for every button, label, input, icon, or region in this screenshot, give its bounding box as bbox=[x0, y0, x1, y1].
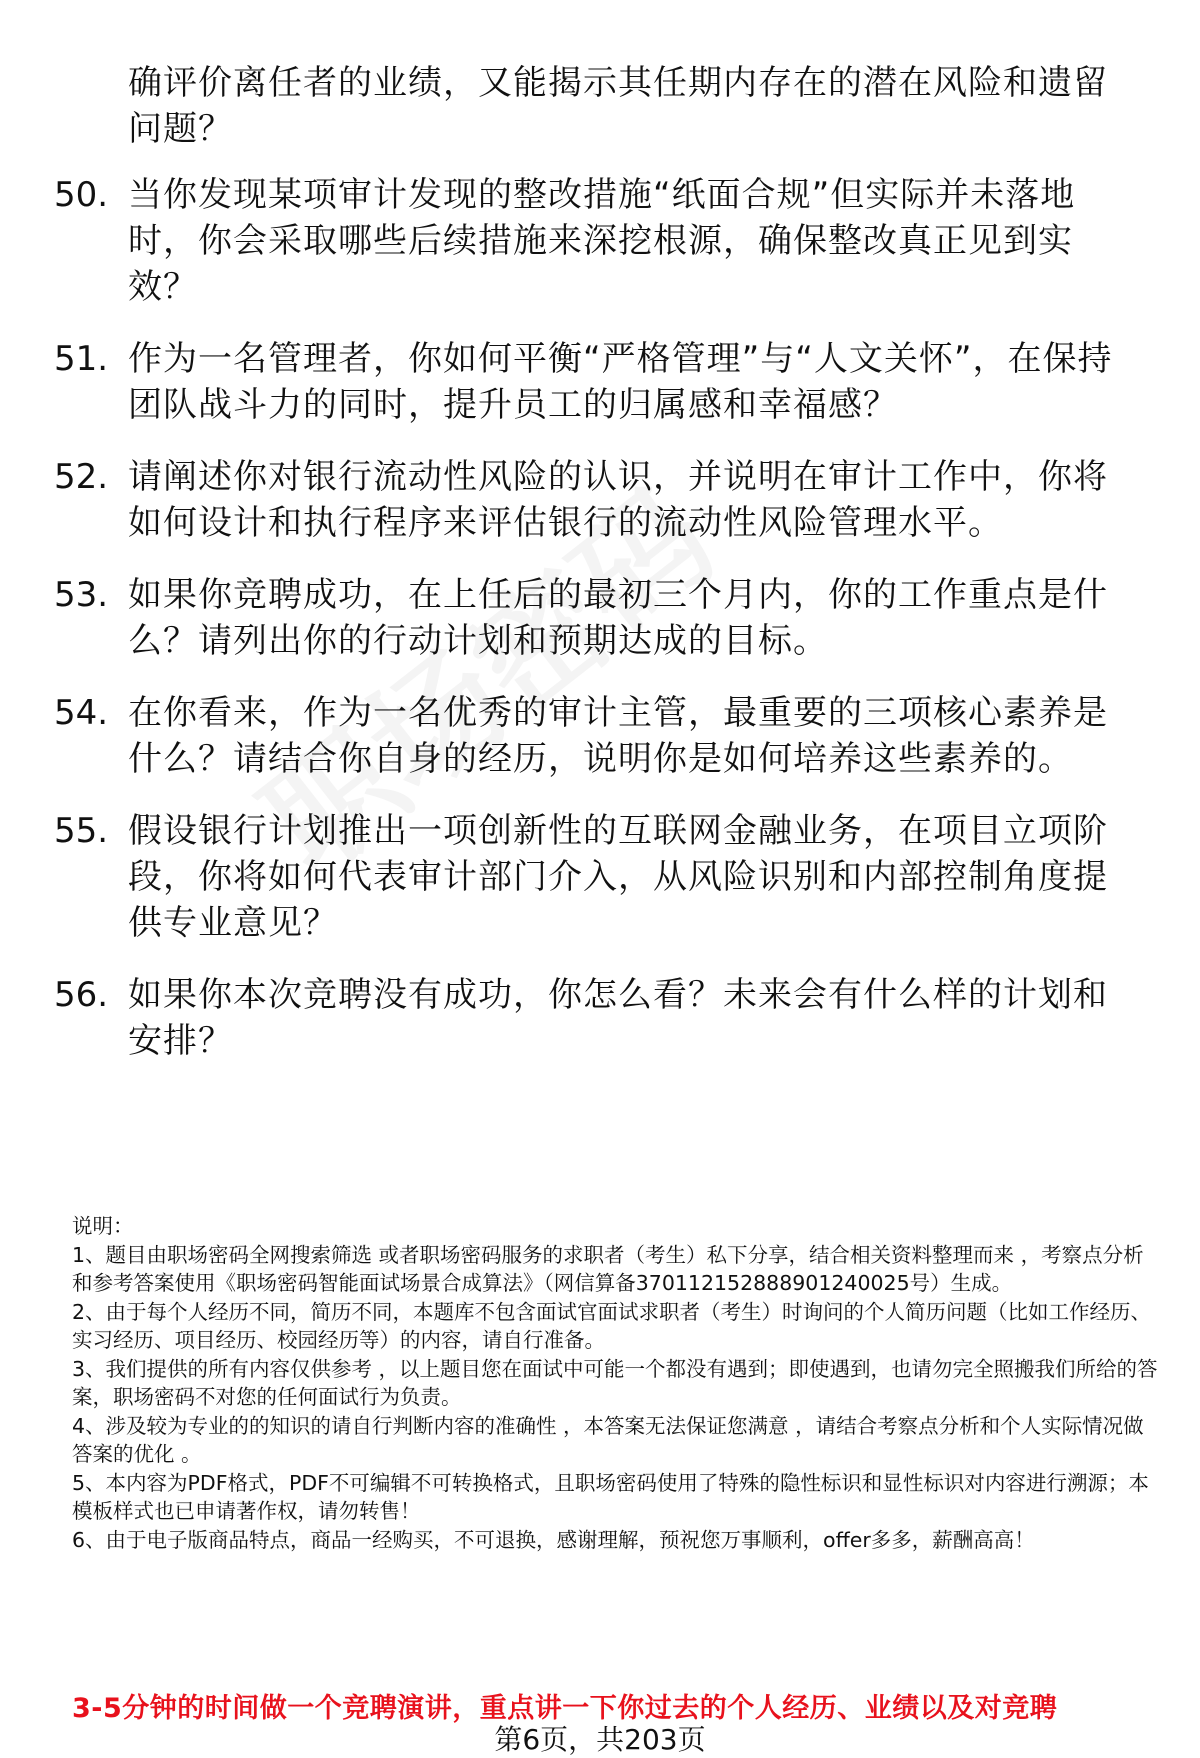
promo-banner-text: 3-5分钟的时间做一个竞聘演讲，重点讲一下你过去的个人经历、业绩以及对竞聘 bbox=[72, 1693, 1058, 1724]
question-number: 56. bbox=[54, 975, 109, 1015]
question-text: 作为一名管理者，你如何平衡“严格管理”与“人文关怀”，在保持团队战斗力的同时，提升员工的归属感和幸福感？ bbox=[128, 339, 1113, 425]
question-number: 50. bbox=[54, 175, 109, 215]
note-item: 3、我们提供的所有内容仅供参考 ，以上题目您在面试中可能一个都没有遇到；即使遇到，也请勿完全照搬我们所给的答案，职场密码不对您的任何面试行为负责。 bbox=[72, 1356, 1158, 1409]
question-text: 请阐述你对银行流动性风险的认识，并说明在审计工作中，你将如何设计和执行程序来评估银行的流动性风险管理水平。 bbox=[128, 457, 1108, 543]
note-item: 2、由于每个人经历不同，简历不同，本题库不包含面试官面试求职者（考生）时询问的个人简历问题（比如工作经历、实习经历、项目经历、校园经历等）的内容，请自行准备。 bbox=[72, 1299, 1152, 1352]
note-item: 4、涉及较为专业的的知识的请自行判断内容的准确性 ，本答案无法保证您满意 ，请结合考察点分析和个人实际情况做答案的优化 。 bbox=[72, 1413, 1144, 1466]
question-number: 54. bbox=[54, 693, 109, 733]
question-continuation: 确评价离任者的业绩，又能揭示其任期内存在的潜在风险和遗留问题？ bbox=[128, 63, 1108, 149]
page-number: 第6页，共203页 bbox=[494, 1723, 706, 1756]
question-number: 53. bbox=[54, 575, 109, 615]
question-text: 假设银行计划推出一项创新性的互联网金融业务，在项目立项阶段，你将如何代表审计部门介入，从风险识别和内部控制角度提供专业意见？ bbox=[128, 811, 1108, 943]
question-text: 如果你本次竞聘没有成功，你怎么看？未来会有什么样的计划和安排？ bbox=[128, 975, 1108, 1061]
question-text: 如果你竞聘成功，在上任后的最初三个月内，你的工作重点是什么？请列出你的行动计划和预期达成的目标。 bbox=[128, 575, 1108, 661]
question-number: 52. bbox=[54, 457, 109, 497]
notes-heading: 说明： bbox=[72, 1214, 134, 1238]
question-text: 在你看来，作为一名优秀的审计主管，最重要的三项核心素养是什么？请结合你自身的经历，说明你是如何培养这些素养的。 bbox=[128, 693, 1108, 779]
note-item: 1、题目由职场密码全网搜索筛选 或者职场密码服务的求职者（考生）私下分享，结合相关资料整理而来 ，考察点分析和参考答案使用《职场密码智能面试场景合成算法》（网信算备370112152888901240025号）生成。 bbox=[72, 1242, 1144, 1295]
note-item: 6、由于电子版商品特点，商品一经购买，不可退换，感谢理解，预祝您万事顺利，offer多多，薪酬高高！ bbox=[72, 1527, 1035, 1552]
note-item: 5、本内容为PDF格式，PDF不可编辑不可转换格式，且职场密码使用了特殊的隐性标识和显性标识对内容进行溯源；本模板样式也已申请著作权，请勿转售！ bbox=[72, 1470, 1149, 1523]
notes-section bbox=[72, 1212, 1162, 1554]
question-number: 55. bbox=[54, 811, 109, 851]
question-text: 当你发现某项审计发现的整改措施“纸面合规”但实际并未落地时，你会采取哪些后续措施来深挖根源，确保整改真正见到实效？ bbox=[128, 175, 1076, 307]
question-number: 51. bbox=[54, 339, 109, 379]
